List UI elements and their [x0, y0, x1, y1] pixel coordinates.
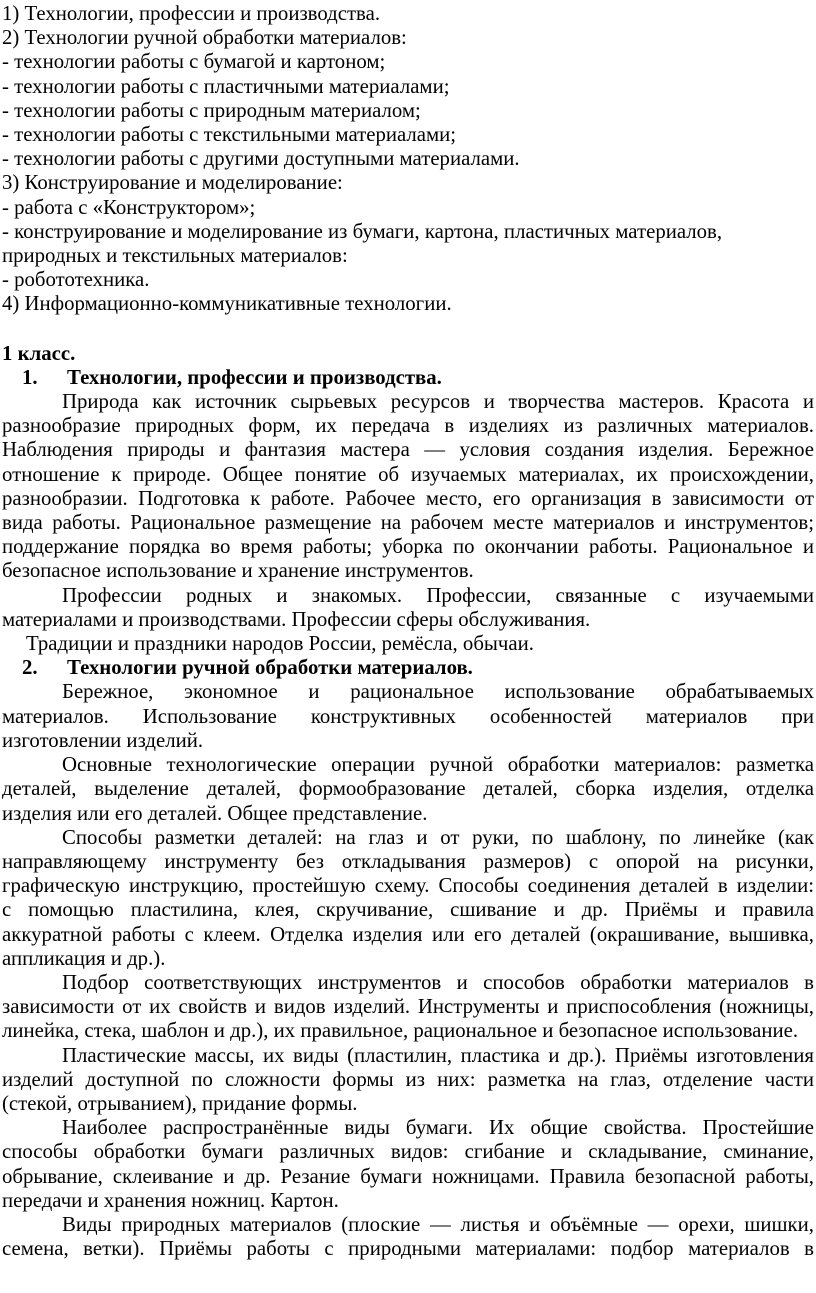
- section-2-paragraph-6: [2, 1116, 816, 1213]
- text-line: разнообразии. Подготовка к работе. Рабочее место, его организация в зависимости от: [2, 486, 814, 510]
- text-line: с помощью пластилина, клея, скручивание, сшивание и др. Приёмы и правила: [2, 898, 814, 922]
- outline-item: - технологии работы с другими доступными материалами.: [2, 147, 520, 171]
- text-line: материалами и производствами. Профессии сферы обслуживания.: [2, 607, 591, 631]
- section-1-paragraph-2: [2, 584, 816, 632]
- text-line: деталей, выделение деталей, формообразование деталей, сборка изделия, отделка: [2, 777, 814, 801]
- text-line: графическую инструкцию, простейшую схему. Способы соединения деталей в изделии:: [2, 874, 814, 898]
- text-line: способы обработки бумаги различных видов: сгибание и складывание, сминание,: [2, 1140, 814, 1164]
- text-line: Подбор соответствующих инструментов и способов обработки материалов в: [62, 970, 814, 994]
- text-line: Наиболее распространённые виды бумаги. Их общие свойства. Простейшие: [62, 1116, 814, 1140]
- section-1-heading: [2, 366, 816, 390]
- section-2-paragraph-5: [2, 1044, 816, 1117]
- text-line: безопасное использование и хранение инструментов.: [2, 559, 474, 583]
- text-line: отношение к природе. Общее понятие об изучаемых материалах, их происхождении,: [2, 462, 814, 486]
- text-line: Наблюдения природы и фантазия мастера — условия создания изделия. Бережное: [2, 438, 814, 462]
- section-1-paragraph-3: [2, 632, 816, 656]
- text-line: Способы разметки деталей: на глаз и от руки, по шаблону, по линейке (как: [62, 825, 814, 849]
- text-line: изделия или его деталей. Общее представление.: [2, 801, 428, 825]
- text-line: (стекой, отрыванием), придание формы.: [2, 1091, 358, 1115]
- section-number: 1.: [22, 365, 38, 389]
- text-line: Традиции и праздники народов России, ремёсла, обычаи.: [26, 632, 534, 656]
- text-line: направляющему инструменту без откладывания размеров) с опорой на рисунки,: [2, 849, 814, 873]
- outline-item: - работа с «Конструктором»;: [2, 195, 256, 219]
- outline-item: природных и текстильных материалов:: [2, 244, 348, 268]
- section-title: Технологии, профессии и производства.: [67, 365, 442, 389]
- text-line: Виды природных материалов (плоские — листья и объёмные — орехи, шишки,: [62, 1212, 814, 1236]
- outline-item: - технологии работы с пластичными материалами;: [2, 74, 450, 98]
- text-line: Профессии родных и знакомых. Профессии, связанные с изучаемыми: [62, 583, 814, 607]
- outline-item: 4) Информационно-коммуникативные технологии.: [2, 292, 452, 316]
- section-2-heading: [2, 656, 816, 680]
- text-line: материалов. Использование конструктивных особенностей материалов при: [2, 704, 814, 728]
- grade-heading: 1 класс.: [2, 341, 76, 365]
- text-line: Пластические массы, их виды (пластилин, пластика и др.). Приёмы изготовления: [62, 1043, 814, 1067]
- text-line: изделий доступной по сложности формы из них: разметка на глаз, отделение части: [2, 1067, 814, 1091]
- outline-item: 2) Технологии ручной обработки материалов:: [2, 26, 407, 50]
- text-line: поддержание порядка во время работы; уборка по окончании работы. Рациональное и: [2, 535, 814, 559]
- section-2-paragraph-1: [2, 680, 816, 753]
- text-line: Бережное, экономное и рациональное использование обрабатываемых: [62, 680, 814, 704]
- text-line: семена, ветки). Приёмы работы с природными материалами: подбор материалов в: [2, 1237, 814, 1261]
- text-line: аккуратной работы с клеем. Отделка изделия или его деталей (окрашивание, вышивка,: [2, 922, 814, 946]
- outline-list: [2, 2, 816, 317]
- section-2-paragraph-2: [2, 753, 816, 826]
- text-line: зависимости от их свойств и видов изделий. Инструменты и приспособления (ножницы,: [2, 995, 814, 1019]
- text-line: передачи и хранения ножниц. Картон.: [2, 1188, 339, 1212]
- outline-item: 3) Конструирование и моделирование:: [2, 171, 343, 195]
- outline-item: - технологии работы с текстильными материалами;: [2, 123, 457, 147]
- outline-item: - технологии работы с бумагой и картоном;: [2, 50, 386, 74]
- section-1-paragraph-1: [2, 390, 816, 584]
- outline-item: - конструирование и моделирование из бумаги, картона, пластичных материалов,: [2, 219, 723, 243]
- outline-item: - робототехника.: [2, 268, 150, 292]
- text-line: вида работы. Рациональное размещение на рабочем месте материалов и инструментов;: [2, 511, 814, 535]
- section-2-paragraph-7: [2, 1213, 816, 1261]
- section-number: 2.: [22, 656, 38, 680]
- section-title: Технологии ручной обработки материалов.: [67, 656, 473, 680]
- section-2-paragraph-4: [2, 971, 816, 1044]
- section-2-paragraph-3: [2, 826, 816, 971]
- outline-item: - технологии работы с природным материалом;: [2, 98, 421, 122]
- text-line: аппликация и др.).: [2, 946, 166, 970]
- text-line: изготовлении изделий.: [2, 728, 204, 752]
- text-line: Природа как источник сырьевых ресурсов и творчества мастеров. Красота и: [62, 390, 814, 414]
- text-line: обрывание, склеивание и др. Резание бумаги ножницами. Правила безопасной работы,: [2, 1164, 814, 1188]
- text-line: разнообразие природных форм, их передача в изделиях из различных материалов.: [2, 414, 814, 438]
- text-line: Основные технологические операции ручной обработки материалов: разметка: [62, 753, 814, 777]
- text-line: линейка, стека, шаблон и др.), их правильное, рациональное и безопасное использование.: [2, 1019, 799, 1043]
- outline-item: 1) Технологии, профессии и производства.: [2, 2, 381, 25]
